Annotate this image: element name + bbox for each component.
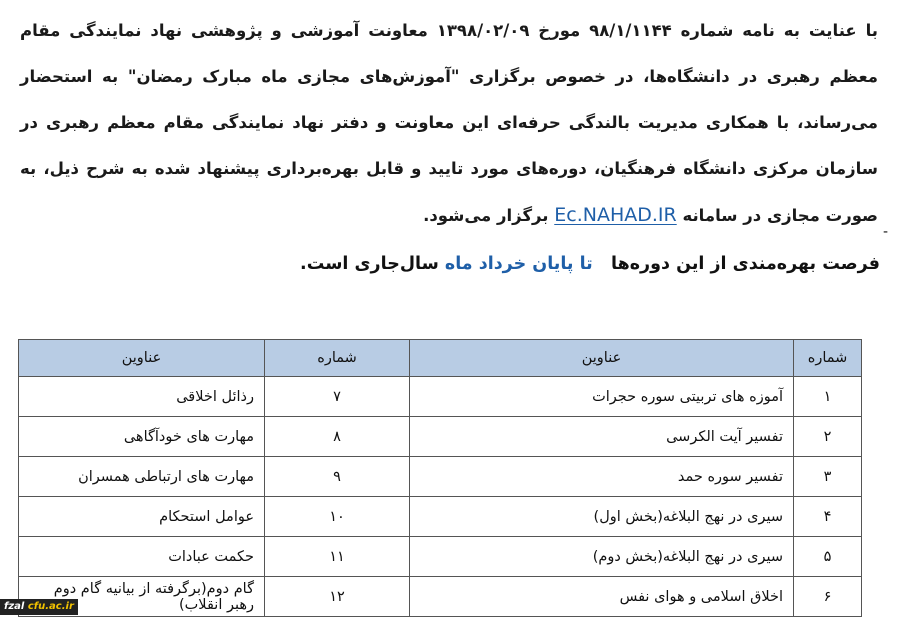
- row-number: ۶: [794, 577, 862, 617]
- table-row: [19, 457, 862, 497]
- row-title: تفسیر آیت الکرسی: [410, 417, 794, 457]
- row-number: ۴: [794, 497, 862, 537]
- row-number: ۳: [794, 457, 862, 497]
- row-number: ۱۲: [265, 577, 410, 617]
- row-title: رذائل اخلاقی: [19, 377, 265, 417]
- row-number: ۱۰: [265, 497, 410, 537]
- header-titles-1: عناوین: [410, 340, 794, 377]
- ec-nahad-link[interactable]: Ec.NAHAD.IR: [554, 204, 677, 226]
- row-title: آموزه های تربیتی سوره حجرات: [410, 377, 794, 417]
- site-logo: [0, 599, 78, 615]
- table-row: [19, 417, 862, 457]
- table-row: [19, 497, 862, 537]
- paragraph-ending: برگزار می‌شود.: [423, 206, 549, 225]
- row-number: ۵: [794, 537, 862, 577]
- logo-text-2: cfu.ac.ir: [27, 601, 74, 612]
- row-title: سیری در نهج البلاغه(بخش دوم): [410, 537, 794, 577]
- row-number: ۱۱: [265, 537, 410, 577]
- row-number: ۱: [794, 377, 862, 417]
- header-titles-2: عناوین: [19, 340, 265, 377]
- table-row: [19, 577, 862, 617]
- row-number: ۲: [794, 417, 862, 457]
- row-title: عوامل استحکام: [19, 497, 265, 537]
- row-number: ۸: [265, 417, 410, 457]
- courses-table: [18, 339, 862, 617]
- row-title: اخلاق اسلامی و هوای نفس: [410, 577, 794, 617]
- row-title: تفسیر سوره حمد: [410, 457, 794, 497]
- note-prefix: فرصت بهره‌مندی از این دوره‌ها: [611, 254, 880, 274]
- row-number: ۷: [265, 377, 410, 417]
- table-row: [19, 537, 862, 577]
- row-title: مهارت های ارتباطی همسران: [19, 457, 265, 497]
- header-number-1: شماره: [794, 340, 862, 377]
- table-header-row: [19, 340, 862, 377]
- note-deadline-highlight: تا پایان خرداد ماه: [444, 254, 593, 274]
- paragraph-text: با عنایت به نامه شماره ۹۸/۱/۱۱۴۴ مورخ ۱۳۹۸/۰۲/۰۹ معاونت آموزشی و پژوهشی نهاد نمایندگی مقام معظم رهبری در دانشگاه‌ها، در خصوص برگزاری "آموزش‌های مجازی ماه مبارک رمضان" به استحضار می‌رساند، با همکاری مدیریت بالندگی حرفه‌ای این معاونت و دفتر نهاد نمایندگی مقام معظم رهبری در سازمان مرکزی دانشگاه فرهنگیان، دوره‌های مورد تایید و قابل بهره‌برداری پیشنهاد شده به شرح ذیل، به صورت مجازی در سامانه: [20, 21, 878, 225]
- logo-text-1: fzal: [4, 601, 25, 612]
- row-title: مهارت های خودآگاهی: [19, 417, 265, 457]
- table-row: [19, 377, 862, 417]
- deadline-note: [300, 254, 880, 274]
- separator-dash: -: [883, 224, 889, 240]
- row-title: گام دوم(برگرفته از بیانیه گام دوم رهبر انقلاب): [19, 577, 265, 617]
- row-number: ۹: [265, 457, 410, 497]
- row-title: حکمت عبادات: [19, 537, 265, 577]
- announcement-paragraph: [20, 8, 878, 239]
- note-suffix: سال‌جاری است.: [300, 254, 439, 274]
- header-number-2: شماره: [265, 340, 410, 377]
- row-title: سیری در نهج البلاغه(بخش اول): [410, 497, 794, 537]
